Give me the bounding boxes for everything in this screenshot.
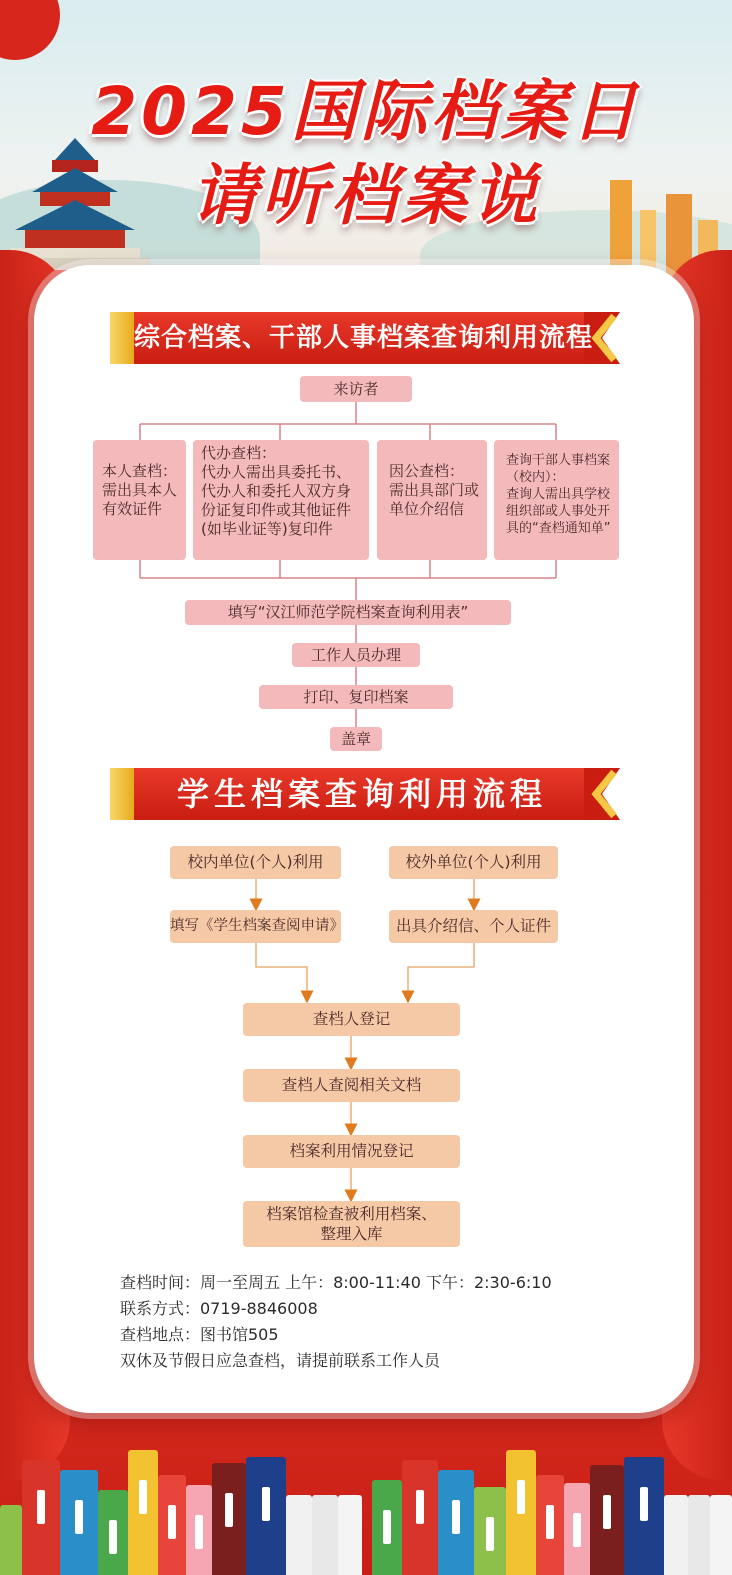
book-icon (212, 1463, 246, 1575)
step-stamp: 盖章 (330, 727, 382, 751)
banner-gold-edge (110, 768, 134, 820)
book-icon (128, 1450, 158, 1575)
option-proxy-box: 代办查档： 代办人需出具委托书、代办人和委托人双方身份证复印件或其他证件(如毕业证等)复印件 (193, 440, 369, 560)
visitor-box: 来访者 (300, 376, 412, 402)
book-icon (474, 1487, 506, 1575)
info-contact: 联系方式：0719-8846008 (120, 1299, 318, 1318)
book-icon (590, 1465, 624, 1575)
step-fill-form: 填写“汉江师范学院档案查询利用表” (185, 600, 511, 625)
book-icon (402, 1460, 438, 1575)
title-line-1: 2025国际档案日 (91, 73, 641, 150)
book-icon (186, 1485, 212, 1575)
step-consult: 查档人查阅相关文档 (243, 1069, 460, 1102)
book-icon (60, 1470, 98, 1575)
student-outside-start: 校外单位(个人)利用 (389, 846, 558, 879)
student-outside-docs: 出具介绍信、个人证件 (389, 910, 558, 943)
option-cadre-box: 查询干部人事档案（校内）： 查询人需出具学校组织部或人事处开具的“查档通知单” (494, 440, 619, 560)
info-hours: 查档时间：周一至周五 上午：8:00-11:40 下午：2:30-6:10 (120, 1273, 552, 1292)
step-register: 查档人登记 (243, 1003, 460, 1036)
book-icon (158, 1475, 186, 1575)
book-icon (536, 1475, 564, 1575)
book-icon (338, 1495, 362, 1575)
step-usage-record: 档案利用情况登记 (243, 1135, 460, 1168)
section2-banner (110, 768, 620, 820)
book-icon (372, 1480, 402, 1575)
section2-title: 学生档案查询利用流程 (176, 775, 547, 813)
step-check-archive: 档案馆检查被利用档案、 整理入库 (243, 1201, 460, 1247)
info-holiday: 双休及节假日应急查档，请提前联系工作人员 (120, 1351, 441, 1370)
book-icon (246, 1457, 286, 1575)
step-print-copy: 打印、复印档案 (259, 685, 453, 709)
section1-title: 综合档案、干部人事档案查询利用流程 (134, 323, 594, 353)
book-icon (98, 1490, 128, 1575)
book-icon (22, 1460, 60, 1575)
poster-title (0, 70, 732, 238)
info-location: 查档地点：图书馆505 (120, 1325, 279, 1344)
book-icon (0, 1505, 22, 1575)
option-self-box: 本人查档： 需出具本人有效证件 (93, 440, 186, 560)
book-icon (664, 1495, 688, 1575)
banner-gold-edge (110, 312, 134, 364)
info-block (120, 1270, 640, 1374)
step-staff-handle: 工作人员办理 (292, 643, 420, 667)
student-inside-start: 校内单位(个人)利用 (170, 846, 341, 879)
option-official-box: 因公查档： 需出具部门或单位介绍信 (377, 440, 487, 560)
book-icon (624, 1457, 664, 1575)
book-icon (312, 1495, 338, 1575)
book-icon (710, 1495, 732, 1575)
book-icon (564, 1483, 590, 1575)
book-icon (438, 1470, 474, 1575)
section1-banner (110, 312, 620, 364)
book-icon (506, 1450, 536, 1575)
bookshelf-illustration (0, 1440, 732, 1575)
book-icon (688, 1495, 710, 1575)
book-icon (286, 1495, 312, 1575)
student-inside-form: 填写《学生档案查阅申请》 (170, 910, 341, 943)
title-line-2: 请听档案说 (191, 157, 541, 234)
